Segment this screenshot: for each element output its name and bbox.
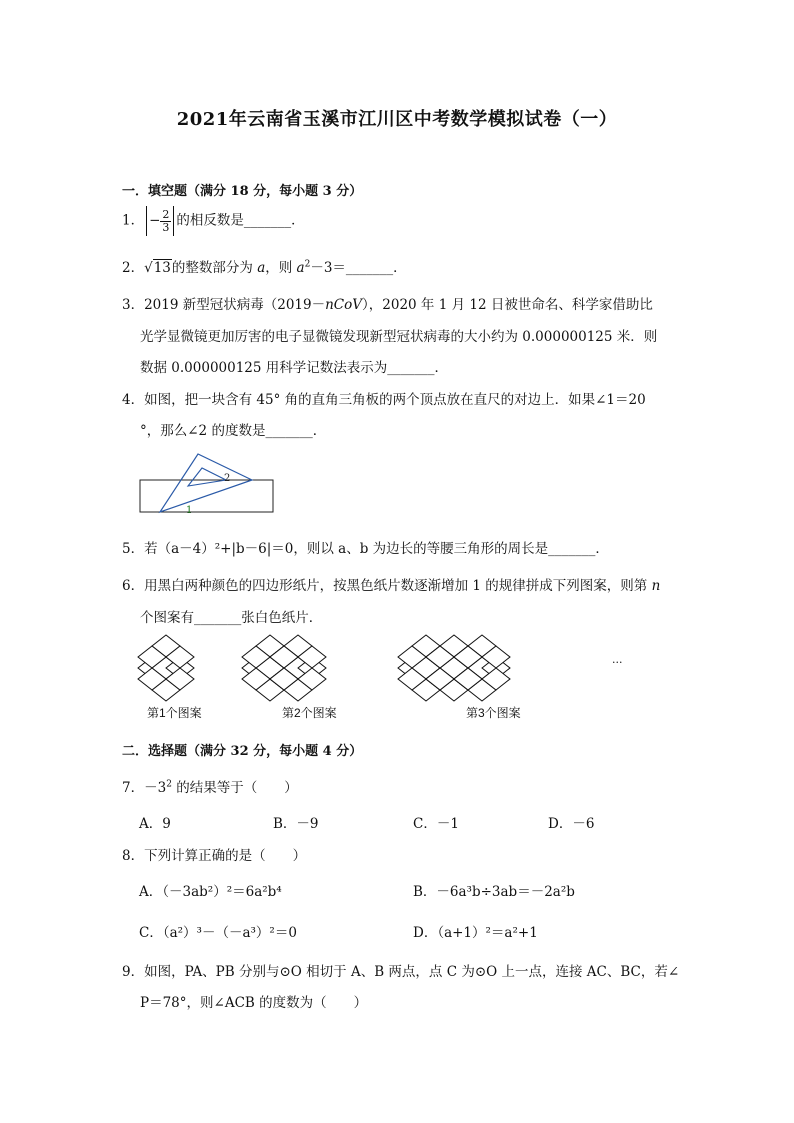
question-number: 7． <box>122 780 145 796</box>
section-heading-choice: 二．选择题（满分 32 分，每小题 4 分） <box>122 744 363 759</box>
question-2: 2．√13的整数部分为 a，则 $a^2-3=\_\_\_\_\_\_\_$． <box>122 259 407 276</box>
option-b: B．－6a³b÷3ab＝－2a²b <box>413 884 575 900</box>
question-4-line-1: 4．如图，把一块含有 45° 角的直角三角板的两个顶点放在直尺的对边上．如果∠1＝20 <box>122 392 646 408</box>
question-number: 9． <box>122 964 145 980</box>
question-number: 5． <box>122 541 145 557</box>
option-a: A．9 <box>139 816 171 832</box>
option-c: C．（a²）³－（－a³）²＝0 <box>139 925 297 941</box>
option-d: D．－6 <box>548 816 595 832</box>
pattern-caption-1: 第1个图案 <box>147 706 202 720</box>
question-6-line-2: 个图案有_______张白色纸片． <box>140 610 323 626</box>
question-3-line-1: 3．2019 新型冠状病毒（2019－nCoV），2020 年 1 月 12 日被世命名、科学家借助比 <box>122 297 653 313</box>
question-9-line-1: 9．如图，PA、PB 分别与⊙O 相切于 A、B 两点，点 C 为⊙O 上一点，连接 AC、BC，若∠ <box>122 964 680 980</box>
question-number: 4． <box>122 392 145 408</box>
question-3-line-2: 光学显微镜更加厉害的电子显微镜发现新型冠状病毒的大小约为 0.000000125 米．则 <box>140 329 658 345</box>
option-a: A．（－3ab²）²＝6a²b⁴ <box>139 884 282 900</box>
question-3-line-3: 数据 0.000000125 用科学记数法表示为_______． <box>140 360 449 376</box>
pattern-caption-2: 第2个图案 <box>282 706 337 720</box>
question-number: 1． <box>122 212 145 229</box>
question-1 <box>122 206 305 236</box>
question-7: 7．$-3^2$ 的结果等于（ ） <box>122 779 298 796</box>
question-6-line-1: 6．用黑白两种颜色的四边形纸片，按黑色纸片数逐渐增加 1 的规律拼成下列图案，则第 n <box>122 578 661 594</box>
question-number: 3． <box>122 297 145 313</box>
question-text: 的相反数是_______． <box>176 212 305 229</box>
angle-2-label: 2 <box>224 473 231 484</box>
option-d: D．（a+1）²＝a²+1 <box>413 925 538 941</box>
question-4-line-2: °，那么∠2 的度数是_______． <box>140 423 327 439</box>
option-b: B．－9 <box>273 816 319 832</box>
minus-sign: − <box>149 212 161 229</box>
question-9-line-2: P＝78°，则∠ACB 的度数为（ ） <box>140 995 368 1011</box>
option-c: C．－1 <box>413 816 459 832</box>
fraction: $\frac{2}{3}$ <box>162 207 170 234</box>
question-number: 8． <box>122 848 145 864</box>
question-5: 5．若（a－4）²+|b－6|＝0，则以 a、b 为边长的等腰三角形的周长是_______． <box>122 541 609 557</box>
angle-1-label: 1 <box>186 505 193 516</box>
tile-pattern-figure <box>136 636 636 704</box>
set-square-inner <box>188 468 226 486</box>
radicand: 13 <box>153 260 171 276</box>
pattern-ellipsis: ··· <box>612 656 623 669</box>
ruler-triangle-figure <box>140 446 280 516</box>
pattern-caption-3: 第3个图案 <box>466 706 521 720</box>
question-8: 8．下列计算正确的是（ ） <box>122 848 307 864</box>
question-number: 6． <box>122 578 145 594</box>
page-title: 2021年云南省玉溪市江川区中考数学模拟试卷（一） <box>176 109 618 130</box>
question-number: 2． <box>122 260 145 276</box>
section-heading-fill-in: 一．填空题（满分 18 分，每小题 3 分） <box>122 184 363 199</box>
